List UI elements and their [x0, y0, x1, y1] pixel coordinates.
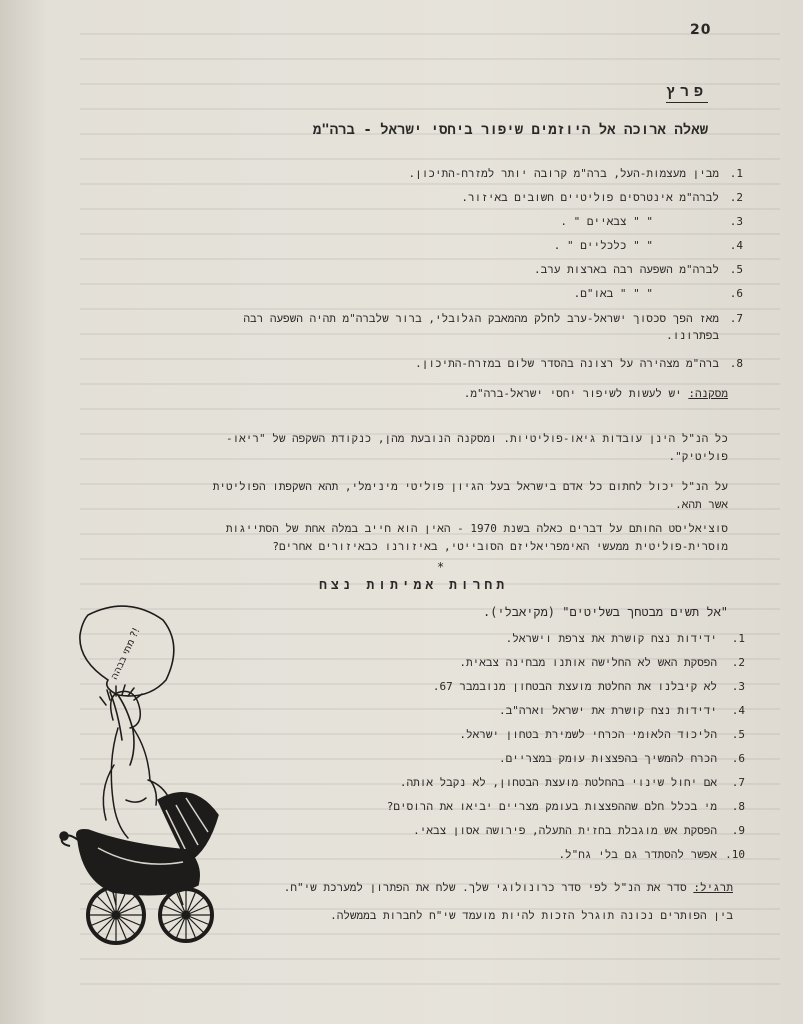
separator: *: [437, 560, 445, 574]
paragraph-line: אשר תהא.: [675, 498, 728, 511]
chapter-title: פרץ: [665, 82, 708, 100]
exercise-label: תרגיל:: [693, 881, 733, 894]
page-number: 20: [690, 22, 712, 38]
pram-cartoon-illustration: [58, 600, 233, 950]
sub-heading: תחרות אמיתות נצח: [319, 578, 508, 593]
exercise-line: [223, 878, 733, 898]
quote: "אל תשים מבטחך בשליטים" (מקיאבלי).: [482, 605, 728, 619]
conclusion-label: מסקנה:: [688, 387, 728, 400]
paragraph-line: מוסרית-פוליטית ממעשי האימפריאליזם הסובייטי, באיזורנו כבאיזורים אחרים?: [272, 540, 728, 553]
exercise: [223, 878, 733, 926]
page-heading: שאלה ארוכה אל היוזמים שיפור ביחסי ישראל - ברה"מ: [312, 122, 708, 138]
exercise-text: סדר את הנ"ל לפי סדר כרונולוגי שלך. שלח את הפתרון למערכת שי"ח.: [283, 881, 687, 894]
balloon-text: מתי בבהה ?!: [108, 626, 143, 682]
conclusion: [68, 383, 728, 405]
paragraph-line: כל הנ"ל הינן עובדות גיאו-פוליטיות. ומסקנה הנובעת מהן, כנקודת השקפה של "ריאו-: [225, 432, 728, 445]
conclusion-text: יש לעשות לשיפור יחסי ישראל-ברה"מ.: [463, 387, 682, 400]
exercise-note: בין הפותרים נכונה תוגרל הזכות להיות מועמד שי"ח לחברות בממשלה.: [330, 909, 733, 922]
paragraph-line: סוציאליסט החותם על דברים כאלה בשנת 1970 - האין הוא חייב במלה אחת של הסתייגות: [225, 522, 728, 535]
paragraph-line: על הנ"ל יכול לחתום כל אדם בישראל בעל הגיון פוליטי מינימלי, תהא השקפתו הפוליטית: [212, 480, 728, 493]
paragraph-line: פוליטיק".: [668, 450, 728, 463]
